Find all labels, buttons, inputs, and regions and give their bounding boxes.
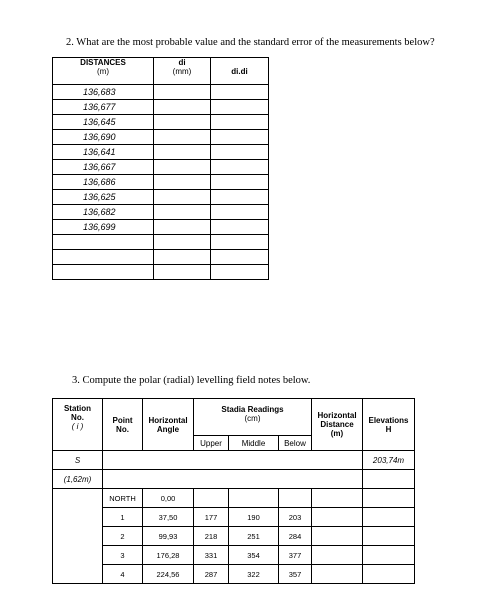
point-header-label: Point	[112, 415, 133, 425]
horizontal-label: Horizontal	[148, 415, 188, 425]
empty-cell	[211, 250, 269, 265]
distance-cell: 136,667	[53, 160, 154, 175]
horizontal-angle-header	[143, 399, 194, 451]
point-cell: 4	[103, 565, 143, 584]
hd-label-1: Horizontal	[317, 411, 357, 420]
below-cell	[279, 489, 312, 508]
distance-cell: 136,677	[53, 100, 154, 115]
instrument-height-cell: (1,62m)	[53, 470, 103, 489]
middle-cell	[229, 489, 279, 508]
di-cell	[154, 130, 211, 145]
stadia-unit: (cm)	[244, 414, 261, 423]
di-cell	[154, 205, 211, 220]
didi-cell	[211, 145, 269, 160]
di-cell	[154, 220, 211, 235]
didi-cell	[211, 205, 269, 220]
elevations-header	[363, 399, 415, 451]
point-header	[103, 399, 143, 451]
empty-cell	[229, 451, 279, 470]
di-cell	[154, 190, 211, 205]
empty-cell	[279, 451, 312, 470]
table-row	[53, 160, 269, 175]
empty-cell	[154, 250, 211, 265]
empty-cell	[211, 265, 269, 280]
didi-cell	[211, 100, 269, 115]
angle-cell: 37,50	[143, 508, 194, 527]
hd-label-2: Distance	[320, 420, 354, 429]
distance-cell: 136,682	[53, 205, 154, 220]
table-row	[53, 508, 415, 527]
station-header	[53, 399, 103, 451]
point-cell: 3	[103, 546, 143, 565]
below-cell: 203	[279, 508, 312, 527]
station-span-cell	[53, 489, 103, 584]
point-no-label: No.	[116, 424, 129, 434]
stadia-readings-header	[194, 399, 312, 436]
middle-cell: 322	[229, 565, 279, 584]
elevation-cell	[363, 565, 415, 584]
di-cell	[154, 100, 211, 115]
distance-cell: 136,641	[53, 145, 154, 160]
table-row	[53, 85, 269, 100]
elevation-cell	[363, 508, 415, 527]
angle-cell: 176,28	[143, 546, 194, 565]
empty-cell	[103, 451, 143, 470]
table-row	[53, 489, 415, 508]
upper-cell: 287	[194, 565, 229, 584]
table-row	[53, 220, 269, 235]
empty-cell	[53, 265, 154, 280]
didi-cell	[211, 115, 269, 130]
distances-header-label: DISTANCES	[80, 58, 126, 67]
empty-row	[53, 250, 269, 265]
table-row	[53, 100, 269, 115]
upper-cell: 331	[194, 546, 229, 565]
elevations-h-label: H	[385, 424, 392, 434]
di-cell	[154, 145, 211, 160]
table-row	[53, 205, 269, 220]
station-cell: S	[53, 451, 103, 470]
empty-cell	[53, 235, 154, 250]
distances-header	[53, 58, 154, 85]
below-cell: 357	[279, 565, 312, 584]
instrument-height-row	[53, 470, 415, 489]
station-i-label: ( i )	[71, 422, 84, 431]
point-cell: 2	[103, 527, 143, 546]
middle-header: Middle	[229, 436, 279, 451]
horizontal-distance-header	[312, 399, 363, 451]
elevation-cell	[363, 546, 415, 565]
distance-cell	[312, 546, 363, 565]
empty-cell	[194, 470, 229, 489]
table-row	[53, 145, 269, 160]
below-cell: 284	[279, 527, 312, 546]
didi-cell	[211, 85, 269, 100]
didi-header	[211, 58, 269, 85]
distance-cell: 136,686	[53, 175, 154, 190]
empty-cell	[143, 470, 194, 489]
distance-cell: 136,625	[53, 190, 154, 205]
di-header	[154, 58, 211, 85]
field-notes-table	[52, 398, 415, 584]
below-header: Below	[279, 436, 312, 451]
below-cell: 377	[279, 546, 312, 565]
table-row	[53, 130, 269, 145]
di-cell	[154, 175, 211, 190]
empty-cell	[363, 470, 415, 489]
table-row	[53, 190, 269, 205]
middle-cell: 354	[229, 546, 279, 565]
distance-cell: 136,690	[53, 130, 154, 145]
empty-row	[53, 265, 269, 280]
table-row	[53, 175, 269, 190]
station-header-label: Station	[63, 404, 92, 413]
di-cell	[154, 115, 211, 130]
table-row	[53, 565, 415, 584]
didi-cell	[211, 190, 269, 205]
question-2-title: 2. What are the most probable value and the standard error of the measurements below?	[66, 37, 435, 48]
middle-cell: 190	[229, 508, 279, 527]
angle-cell: 0,00	[143, 489, 194, 508]
table-row	[53, 527, 415, 546]
table-header-row	[53, 58, 269, 85]
didi-cell	[211, 130, 269, 145]
distance-cell	[312, 508, 363, 527]
di-unit: (mm)	[172, 67, 192, 76]
angle-cell: 99,93	[143, 527, 194, 546]
empty-cell	[312, 451, 363, 470]
table-row	[53, 115, 269, 130]
distance-cell: 136,699	[53, 220, 154, 235]
distance-cell	[312, 489, 363, 508]
distance-cell	[312, 565, 363, 584]
empty-cell	[279, 470, 312, 489]
empty-cell	[312, 470, 363, 489]
upper-header: Upper	[194, 436, 229, 451]
di-cell	[154, 85, 211, 100]
empty-cell	[154, 265, 211, 280]
di-cell	[154, 160, 211, 175]
empty-cell	[143, 451, 194, 470]
point-cell: 1	[103, 508, 143, 527]
empty-cell	[103, 470, 143, 489]
question-3-title: 3. Compute the polar (radial) levelling field notes below.	[72, 375, 311, 386]
distance-cell: 136,645	[53, 115, 154, 130]
upper-cell	[194, 489, 229, 508]
elevation-cell: 203,74m	[363, 451, 415, 470]
angle-cell: 224,56	[143, 565, 194, 584]
upper-cell: 218	[194, 527, 229, 546]
didi-cell	[211, 220, 269, 235]
angle-label: Angle	[156, 424, 180, 434]
empty-cell	[53, 250, 154, 265]
measurements-table	[52, 57, 269, 280]
point-cell: NORTH	[103, 489, 143, 508]
empty-cell	[154, 235, 211, 250]
empty-cell	[229, 470, 279, 489]
didi-cell	[211, 160, 269, 175]
empty-cell	[194, 451, 229, 470]
elevation-cell	[363, 489, 415, 508]
elevation-cell	[363, 527, 415, 546]
empty-cell	[211, 235, 269, 250]
middle-cell: 251	[229, 527, 279, 546]
di-header-label: di	[178, 58, 186, 67]
upper-cell: 177	[194, 508, 229, 527]
distances-unit: (m)	[97, 67, 109, 76]
hd-label-3: (m)	[330, 429, 344, 438]
table-header-row	[53, 399, 415, 436]
stadia-label: Stadia Readings	[221, 405, 284, 414]
table-row	[53, 546, 415, 565]
station-row	[53, 451, 415, 470]
elevations-label: Elevations	[368, 415, 409, 425]
empty-row	[53, 235, 269, 250]
didi-header-label: di.di	[231, 66, 248, 76]
station-no-label: No.	[71, 413, 84, 422]
distance-cell: 136,683	[53, 85, 154, 100]
distance-cell	[312, 527, 363, 546]
didi-cell	[211, 175, 269, 190]
